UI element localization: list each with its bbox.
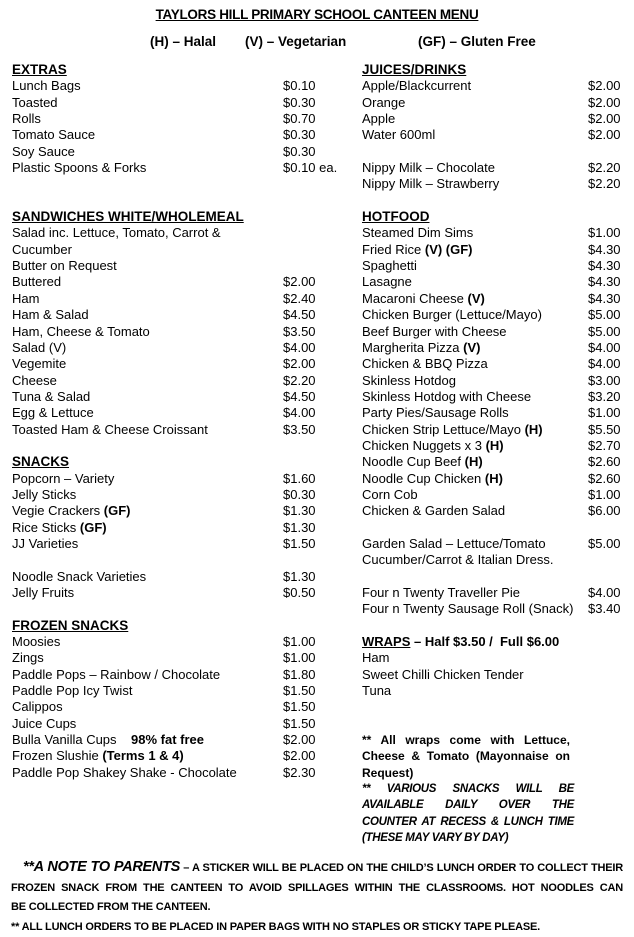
item-label: Ham, Cheese & Tomato [12, 324, 150, 339]
item-label: (H) [485, 471, 503, 486]
menu-item-row [12, 389, 330, 405]
menu-item-row [12, 487, 330, 503]
menu-item-row [362, 634, 624, 650]
item-label: Cucumber [12, 242, 72, 257]
item-price: $0.50 [283, 585, 316, 601]
menu-item-row [12, 111, 330, 127]
menu-item-row [12, 536, 330, 552]
section-heading: HOTFOOD [362, 209, 430, 224]
item-label: Butter on Request [12, 258, 117, 273]
item-label: Buttered [12, 274, 61, 289]
section-heading: EXTRAS [12, 62, 67, 77]
item-price: $2.30 [283, 765, 316, 781]
item-label: Fried Rice [362, 242, 425, 257]
legend-halal: (H) – Halal [150, 34, 216, 49]
item-label: Nippy Milk – Strawberry [362, 176, 499, 191]
menu-item-row [12, 340, 330, 356]
item-price: $2.00 [588, 95, 621, 111]
menu-item-row [12, 144, 330, 160]
item-price: $1.00 [283, 634, 316, 650]
menu-item-row [12, 699, 330, 715]
blank-row [362, 144, 624, 160]
menu-item-row [12, 307, 330, 323]
blank-row [362, 193, 624, 209]
item-price: $4.00 [283, 405, 316, 421]
item-price: $2.00 [283, 732, 316, 748]
item-label: Vegemite [12, 356, 66, 371]
menu-item-row [12, 95, 330, 111]
menu-item-row [12, 732, 330, 748]
item-label: Four n Twenty Traveller Pie [362, 585, 520, 600]
item-label: Chicken & BBQ Pizza [362, 356, 488, 371]
item-label: FROZEN SNACK FROM THE CANTEEN TO AVOID SPILLAGES WITHIN THE CLASSROOMS. HOT NOODLES CAN [11, 882, 623, 894]
note-to-parents [11, 858, 623, 937]
item-label: (V) [463, 340, 480, 355]
menu-item-row [12, 650, 330, 666]
item-label: Nippy Milk – Chocolate [362, 160, 495, 175]
item-label: Macaroni Cheese [362, 291, 468, 306]
menu-item-row [12, 324, 330, 340]
item-price: $4.30 [588, 242, 621, 258]
item-price: $1.30 [283, 503, 316, 519]
legend-vegetarian: (V) – Vegetarian [245, 34, 346, 49]
menu-item-row [362, 536, 624, 552]
menu-item-row [12, 291, 330, 307]
item-price: $2.00 [283, 356, 316, 372]
item-price: $5.50 [588, 422, 621, 438]
item-label: Egg & Lettuce [12, 405, 94, 420]
menu-item-row [362, 765, 570, 781]
menu-item-row [362, 127, 624, 143]
item-label: Juice Cups [12, 716, 76, 731]
menu-item-row [12, 258, 330, 274]
menu-item-row [362, 781, 574, 797]
menu-item-row [362, 356, 624, 372]
section-heading-row [12, 209, 330, 225]
item-label: Chicken & Garden Salad [362, 503, 505, 518]
item-label: Water 600ml [362, 127, 435, 142]
item-label: Paddle Pops – Rainbow / Chocolate [12, 667, 220, 682]
item-price: $1.00 [283, 650, 316, 666]
menu-item-row [362, 797, 574, 813]
item-price: $2.60 [588, 471, 621, 487]
item-label: Spaghetti [362, 258, 417, 273]
item-label: 98% fat free [131, 732, 204, 747]
item-label: ** ALL LUNCH ORDERS TO BE PLACED IN PAPER BAGS WITH NO STAPLES OR STICKY TAPE PLEASE. [11, 921, 540, 933]
item-price: $1.30 [283, 569, 316, 585]
item-price: $1.00 [588, 487, 621, 503]
item-price: $4.30 [588, 258, 621, 274]
right-column [362, 62, 624, 847]
item-label: Skinless Hotdog with Cheese [362, 389, 531, 404]
item-price: $1.80 [283, 667, 316, 683]
item-price: $2.40 [283, 291, 316, 307]
blank-row [12, 438, 330, 454]
item-label: Noodle Cup Beef [362, 454, 465, 469]
section-heading-row [12, 454, 330, 470]
menu-item-row [362, 732, 570, 748]
menu-item-row [362, 748, 570, 764]
item-label: Jelly Sticks [12, 487, 76, 502]
item-label: (GF) [80, 520, 107, 535]
item-label: COUNTER AT RECESS & LUNCH TIME [362, 816, 574, 828]
item-price: $0.30 [283, 144, 316, 160]
menu-item-row [12, 274, 330, 290]
menu-item-row [362, 373, 624, 389]
menu-item-row [12, 242, 330, 258]
item-label: Sweet Chilli Chicken Tender [362, 667, 524, 682]
item-label: AVAILABLE DAILY OVER THE [362, 799, 574, 811]
item-price: $2.20 [588, 160, 621, 176]
left-column [12, 62, 330, 781]
item-label: Chicken Strip Lettuce/Mayo [362, 422, 525, 437]
section-heading: JUICES/DRINKS [362, 62, 466, 77]
menu-item-row [12, 683, 330, 699]
menu-item-row [12, 127, 330, 143]
menu-item-row [12, 225, 330, 241]
item-label: Salad (V) [12, 340, 66, 355]
item-label: (V) [468, 291, 485, 306]
item-label: (H) [465, 454, 483, 469]
menu-item-row [362, 585, 624, 601]
item-label: Tomato Sauce [12, 127, 95, 142]
item-label: Orange [362, 95, 405, 110]
item-label: Toasted Ham & Cheese Croissant [12, 422, 208, 437]
item-price: $5.00 [588, 324, 621, 340]
blank-row [12, 193, 330, 209]
item-label: Paddle Pop Icy Twist [12, 683, 132, 698]
item-label: Cucumber/Carrot & Italian Dress. [362, 552, 553, 567]
blank-row [362, 569, 624, 585]
item-label: Chicken Nuggets x 3 [362, 438, 486, 453]
item-price: $3.50 [283, 324, 316, 340]
item-label: JJ Varieties [12, 536, 78, 551]
item-price: $0.30 [283, 95, 316, 111]
item-label: Request) [362, 766, 413, 780]
item-price: $2.70 [588, 438, 621, 454]
item-label: Apple [362, 111, 395, 126]
blank-row [12, 552, 330, 568]
item-price: $0.30 [283, 487, 316, 503]
item-price: $2.20 [588, 176, 621, 192]
menu-item-row [362, 438, 624, 454]
item-label: (THESE MAY VARY BY DAY) [362, 832, 508, 844]
blank-row [362, 520, 624, 536]
item-price: $1.50 [283, 536, 316, 552]
item-label: Lasagne [362, 274, 412, 289]
section-heading-row [362, 62, 624, 78]
menu-item-row [362, 471, 624, 487]
item-label: (H) [486, 438, 504, 453]
note-to-parents-line [11, 858, 623, 879]
menu-item-row [362, 454, 624, 470]
menu-item-row [12, 585, 330, 601]
item-label: Party Pies/Sausage Rolls [362, 405, 509, 420]
blank-row [12, 601, 330, 617]
item-price: $2.00 [588, 78, 621, 94]
menu-item-row [362, 160, 624, 176]
item-price: $3.50 [283, 422, 316, 438]
menu-item-row [12, 503, 330, 519]
item-label: Salad inc. Lettuce, Tomato, Carrot & [12, 225, 221, 240]
item-price: $2.00 [588, 111, 621, 127]
menu-item-row [362, 340, 624, 356]
menu-item-row [12, 748, 330, 764]
item-price: $0.10 ea. [283, 160, 337, 176]
menu-item-row [12, 160, 330, 176]
item-price: $3.00 [588, 373, 621, 389]
item-price: $2.20 [283, 373, 316, 389]
item-price: $2.00 [588, 127, 621, 143]
blank-row [362, 716, 624, 732]
item-label: Noodle Cup Chicken [362, 471, 485, 486]
item-label: (GF) [104, 503, 131, 518]
item-label: Ham [362, 650, 389, 665]
item-price: $4.00 [283, 340, 316, 356]
item-label: WRAPS [362, 634, 410, 649]
menu-item-row [362, 601, 624, 617]
menu-item-row [362, 830, 574, 846]
menu-item-row [12, 78, 330, 94]
note-to-parents-line [11, 879, 623, 899]
menu-item-row [362, 405, 624, 421]
menu-item-row [362, 274, 624, 290]
menu-item-row [12, 765, 330, 781]
item-price: $2.60 [588, 454, 621, 470]
item-price: $4.00 [588, 340, 621, 356]
item-price: $2.00 [283, 748, 316, 764]
menu-item-row [362, 814, 574, 830]
menu-item-row [12, 405, 330, 421]
item-label: Paddle Pop Shakey Shake - Chocolate [12, 765, 237, 780]
item-label: Frozen Slushie [12, 748, 102, 763]
menu-item-row [362, 95, 624, 111]
item-label: Jelly Fruits [12, 585, 74, 600]
menu-item-row [362, 683, 624, 699]
item-label: Noodle Snack Varieties [12, 569, 146, 584]
item-label: Tuna [362, 683, 391, 698]
item-price: $1.50 [283, 716, 316, 732]
item-price: $1.50 [283, 683, 316, 699]
item-label: ** VARIOUS SNACKS WILL BE [362, 783, 574, 795]
section-heading-row [12, 618, 330, 634]
item-label: Steamed Dim Sims [362, 225, 473, 240]
item-label: Calippos [12, 699, 63, 714]
item-label: Bulla Vanilla Cups [12, 732, 131, 747]
menu-item-row [362, 111, 624, 127]
page-title-text: TAYLORS HILL PRIMARY SCHOOL CANTEEN MENU [156, 7, 479, 22]
menu-item-row [362, 503, 624, 519]
menu-item-row [362, 389, 624, 405]
item-price: $0.30 [283, 127, 316, 143]
menu-item-row [12, 634, 330, 650]
item-price: $0.10 [283, 78, 316, 94]
section-heading: SNACKS [12, 454, 69, 469]
item-label: Garden Salad – Lettuce/Tomato [362, 536, 546, 551]
menu-item-row [362, 667, 624, 683]
menu-item-row [12, 471, 330, 487]
item-price: $3.40 [588, 601, 621, 617]
item-label: Apple/Blackcurrent [362, 78, 471, 93]
item-label: Cheese [12, 373, 57, 388]
section-heading: SANDWICHES WHITE/WHOLEMEAL [12, 209, 244, 224]
menu-item-row [12, 569, 330, 585]
item-label: Ham & Salad [12, 307, 89, 322]
menu-item-row [12, 520, 330, 536]
legend-gluten-free: (GF) – Gluten Free [418, 34, 536, 49]
note-to-parents-line [11, 898, 623, 918]
item-label: Soy Sauce [12, 144, 75, 159]
section-heading-row [12, 62, 330, 78]
menu-item-row [362, 225, 624, 241]
menu-item-row [362, 176, 624, 192]
item-label: Vegie Crackers [12, 503, 104, 518]
item-label: Margherita Pizza [362, 340, 463, 355]
item-price: $4.30 [588, 291, 621, 307]
item-label: Chicken Burger (Lettuce/Mayo) [362, 307, 542, 322]
item-price: $1.60 [283, 471, 316, 487]
note-to-parents-line [11, 918, 623, 937]
item-price: $4.30 [588, 274, 621, 290]
item-label: (H) [525, 422, 543, 437]
item-label: Moosies [12, 634, 60, 649]
menu-item-row [12, 356, 330, 372]
item-price: $5.00 [588, 307, 621, 323]
item-label: Tuna & Salad [12, 389, 90, 404]
item-price: $4.50 [283, 307, 316, 323]
item-price: $3.20 [588, 389, 621, 405]
item-label: Toasted [12, 95, 58, 110]
page-title [0, 7, 634, 22]
item-label: **A NOTE TO PARENTS [23, 859, 180, 875]
item-label: Zings [12, 650, 44, 665]
menu-item-row [362, 552, 624, 568]
blank-row [12, 176, 330, 192]
section-heading: FROZEN SNACKS [12, 618, 128, 633]
menu-item-row [362, 258, 624, 274]
item-price: $1.00 [588, 405, 621, 421]
item-label: Corn Cob [362, 487, 418, 502]
menu-item-row [362, 78, 624, 94]
item-label: Plastic Spoons & Forks [12, 160, 146, 175]
item-label: ** All wraps come with Lettuce, [362, 733, 570, 747]
item-price: $1.50 [283, 699, 316, 715]
item-price: $4.00 [588, 585, 621, 601]
item-label: Beef Burger with Cheese [362, 324, 507, 339]
menu-item-row [362, 291, 624, 307]
item-price: $4.50 [283, 389, 316, 405]
item-label: (V) (GF) [425, 242, 473, 257]
menu-item-row [362, 324, 624, 340]
item-label: Cheese & Tomato (Mayonnaise on [362, 749, 570, 763]
menu-item-row [362, 242, 624, 258]
item-label: (Terms 1 & 4) [102, 748, 183, 763]
item-price: $6.00 [588, 503, 621, 519]
item-label: Popcorn – Variety [12, 471, 114, 486]
item-label: Rolls [12, 111, 41, 126]
item-label: – A STICKER WILL BE PLACED ON THE CHILD’S LUNCH ORDER TO COLLECT THEIR [180, 862, 623, 874]
item-price: $0.70 [283, 111, 316, 127]
menu-item-row [12, 667, 330, 683]
menu-item-row [12, 373, 330, 389]
menu-item-row [12, 422, 330, 438]
item-label: BE COLLECTED FROM THE CANTEEN. [11, 901, 210, 913]
item-label: Four n Twenty Sausage Roll (Snack) [362, 601, 573, 616]
item-price: $1.30 [283, 520, 316, 536]
item-label: Lunch Bags [12, 78, 81, 93]
item-label: – Half $3.50 / Full $6.00 [410, 634, 559, 649]
item-label: Ham [12, 291, 39, 306]
blank-row [362, 699, 624, 715]
item-label: Rice Sticks [12, 520, 80, 535]
menu-item-row [362, 487, 624, 503]
item-price: $1.00 [588, 225, 621, 241]
blank-row [362, 618, 624, 634]
menu-item-row [362, 650, 624, 666]
menu-item-row [362, 307, 624, 323]
section-heading-row [362, 209, 624, 225]
menu-item-row [12, 716, 330, 732]
item-price: $4.00 [588, 356, 621, 372]
item-price: $5.00 [588, 536, 621, 552]
item-price: $2.00 [283, 274, 316, 290]
legend [0, 34, 634, 51]
item-label: Skinless Hotdog [362, 373, 456, 388]
menu-item-row [362, 422, 624, 438]
